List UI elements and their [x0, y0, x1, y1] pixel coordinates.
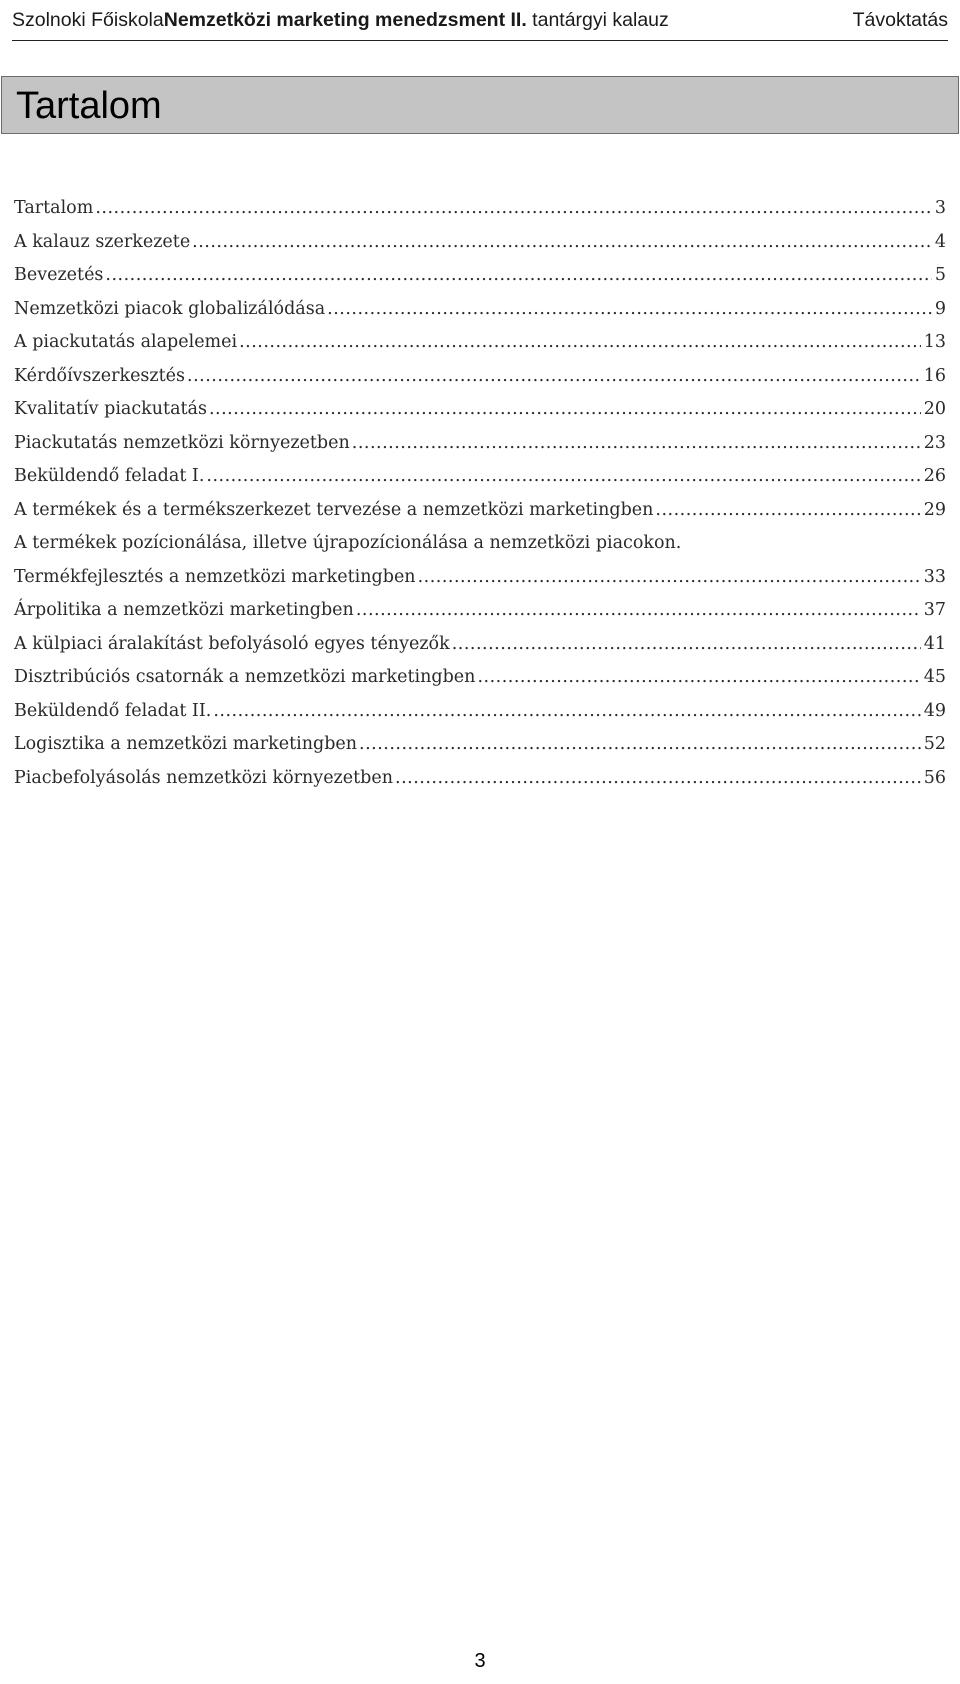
toc-entry[interactable] [14, 192, 946, 226]
toc-entry[interactable] [14, 661, 946, 695]
toc-entry-title: Termékfejlesztés a nemzetközi marketingben [14, 566, 416, 587]
toc-entry[interactable] [14, 226, 946, 260]
toc-dot-leader [187, 360, 921, 394]
toc-entry-page: 5 [934, 265, 946, 285]
toc-dot-leader [213, 695, 920, 729]
toc-entry-page: 52 [923, 734, 946, 754]
toc-entry[interactable] [14, 460, 946, 494]
toc-entry-title: Tartalom [14, 198, 94, 218]
toc-entry-page: 4 [934, 231, 946, 252]
toc-entry[interactable] [14, 494, 946, 528]
toc-entry-page: 9 [934, 298, 946, 319]
toc-dot-leader [105, 259, 931, 293]
toc-entry[interactable] [14, 527, 946, 561]
toc-dot-leader [352, 427, 921, 461]
toc-entry-page: 41 [923, 633, 946, 654]
toc-entry-title: Logisztika a nemzetközi marketingben [14, 734, 358, 754]
toc-entry[interactable] [14, 293, 946, 327]
toc-dot-leader [418, 561, 921, 595]
page-title: Tartalom [16, 85, 162, 127]
toc-dot-leader [239, 326, 921, 360]
toc-dot-leader [209, 393, 921, 427]
toc-entry[interactable] [14, 393, 946, 427]
toc-dot-leader [655, 494, 920, 528]
toc-entry-title: A piackutatás alapelemei [14, 332, 238, 352]
toc-entry[interactable] [14, 427, 946, 461]
page-number: 3 [474, 1650, 486, 1672]
toc-entry-page: 26 [923, 466, 946, 486]
toc-entry-title: Nemzetközi piacok globalizálódása [14, 298, 326, 319]
toc-dot-leader [95, 192, 932, 226]
toc-entry-page: 29 [923, 499, 946, 520]
toc-entry-title: Piackutatás nemzetközi környezetben [14, 432, 350, 453]
header-institution: Szolnoki Főiskola [12, 8, 164, 31]
toc-entry-page: 45 [923, 667, 946, 687]
toc-entry[interactable] [14, 561, 946, 595]
toc-dot-leader [395, 762, 921, 796]
toc-dot-leader [356, 594, 921, 628]
toc-entry-title: Árpolitika a nemzetközi marketingben [14, 600, 354, 620]
toc-entry-page: 3 [934, 198, 946, 218]
toc-dot-leader [359, 728, 921, 762]
toc-entry[interactable] [14, 628, 946, 662]
toc-entry-page: 16 [923, 365, 946, 386]
running-header [12, 0, 948, 41]
toc-entry[interactable] [14, 695, 946, 729]
toc-entry-page: 20 [923, 399, 946, 419]
toc-entry-title: A termékek és a termékszerkezet tervezése a nemzetközi marketingben [14, 499, 654, 520]
toc-entry-title: A külpiaci áralakítást befolyásoló egyes tényezők [14, 633, 450, 654]
toc-entry[interactable] [14, 594, 946, 628]
toc-dot-leader [477, 661, 920, 695]
toc-entry-title: A termékek pozícionálása, illetve újrapozícionálása a nemzetközi piacokon. [14, 533, 682, 553]
toc-entry[interactable] [14, 259, 946, 293]
header-course-subtitle: tantárgyi kalauz [526, 8, 669, 31]
toc-dot-leader [452, 628, 921, 662]
toc-entry[interactable] [14, 728, 946, 762]
header-mode: Távoktatás [852, 8, 948, 31]
toc-entry-page: 23 [923, 432, 946, 453]
toc-entry-page: 56 [923, 767, 946, 788]
toc-dot-leader [327, 293, 932, 327]
toc-entry-title: A kalauz szerkezete [14, 231, 191, 252]
toc-entry-title: Beküldendő feladat I. [14, 466, 205, 486]
toc-entry-page: 49 [923, 700, 946, 721]
heading-bar [1, 76, 959, 134]
toc-entry-title: Piacbefolyásolás nemzetközi környezetben [14, 767, 393, 788]
toc-dot-leader [206, 460, 920, 494]
header-course-title: Nemzetközi marketing menedzsment II. [163, 8, 527, 31]
toc-entry[interactable] [14, 326, 946, 360]
toc-dot-leader [192, 226, 932, 260]
toc-entry-title: Kvalitatív piackutatás [14, 399, 207, 419]
toc-entry-page: 13 [923, 332, 946, 352]
toc-entry-title: Bevezetés [14, 265, 104, 285]
table-of-contents [14, 192, 946, 795]
toc-entry[interactable] [14, 762, 946, 796]
toc-entry-page: 33 [923, 566, 946, 587]
toc-entry-title: Disztribúciós csatornák a nemzetközi marketingben [14, 667, 476, 687]
toc-entry-page: 37 [923, 600, 946, 620]
toc-entry-title: Beküldendő feladat II. [14, 700, 212, 721]
toc-entry[interactable] [14, 360, 946, 394]
toc-entry-title: Kérdőívszerkesztés [14, 365, 186, 386]
